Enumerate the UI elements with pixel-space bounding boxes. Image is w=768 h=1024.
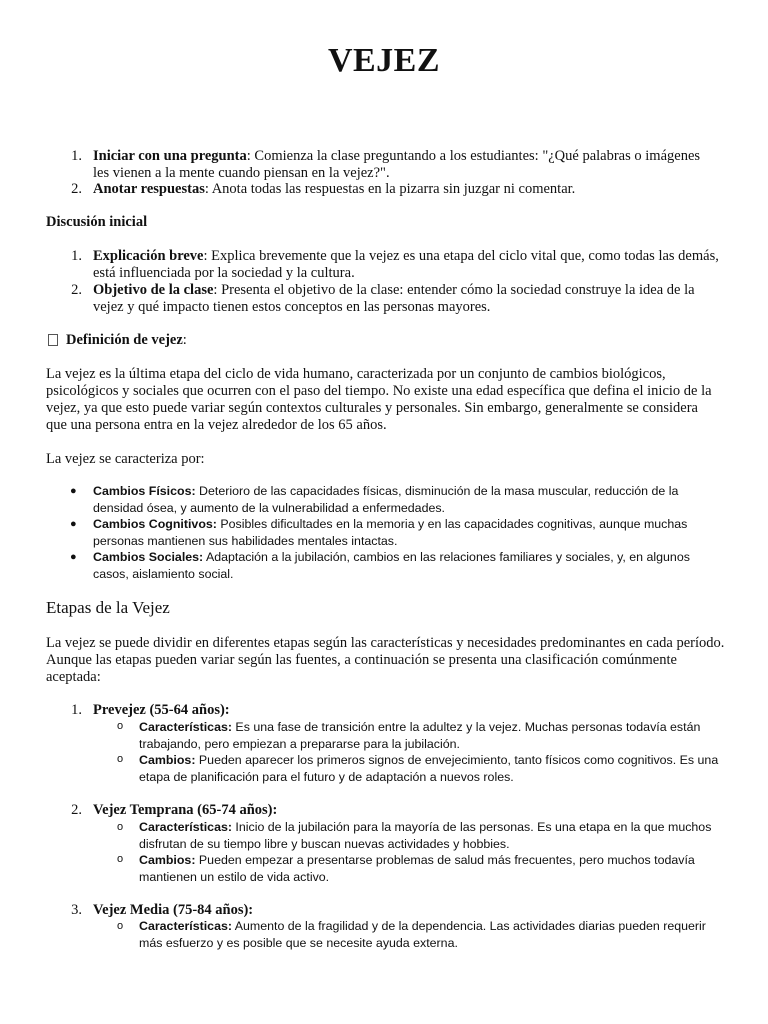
definition-heading	[66, 332, 187, 349]
characteristic-item	[93, 483, 723, 516]
characteristic-text: Adaptación a la jubilación, cambios en las relaciones familiares y sociales, y, en algunos casos, aislamiento social.	[93, 550, 690, 581]
list-item-bold: Explicación breve	[93, 248, 204, 264]
characterized-by-text: La vejez se caracteriza por:	[46, 451, 205, 467]
characteristic-text: Posibles dificultades en la memoria y en las capacidades cognitivas, aunque muchas personas mantienen sus habilidades mentales intactas.	[93, 517, 688, 548]
definition-colon: :	[182, 332, 187, 348]
bullet-icon: ●	[70, 485, 77, 497]
definition-bold: Definición de vejez	[66, 332, 183, 348]
characteristic-bold: Cambios Cognitivos:	[93, 517, 217, 531]
stage-item	[139, 819, 729, 852]
list-item	[93, 282, 725, 316]
missing-glyph-icon	[48, 334, 58, 346]
stage-title: Prevejez (55-64 años):	[93, 702, 230, 718]
stage-title: Vejez Media (75-84 años):	[93, 902, 254, 918]
stage-item-text: Pueden empezar a presentarse problemas de salud más frecuentes, pero muchos todavía mantienen un estilo de vida activo.	[139, 853, 695, 884]
characteristic-text: Deterioro de las capacidades físicas, disminución de la masa muscular, reducción de la densidad ósea, y aumento de la vulnerabilidad a enfermedades.	[93, 484, 679, 515]
document-title: VEJEZ	[327, 42, 441, 79]
stage-item-bold: Características:	[139, 919, 232, 933]
characteristic-bold: Cambios Sociales:	[93, 550, 204, 564]
list-item-bold: Objetivo de la clase	[93, 282, 214, 298]
stage-item	[139, 719, 729, 752]
stage-item	[139, 852, 729, 885]
list-item-text: : Presenta el objetivo de la clase: entender cómo la sociedad construye la idea de la vejez y qué impacto tienen estos conceptos en las personas mayores.	[93, 282, 695, 315]
stage-number: 1.	[71, 702, 82, 718]
list-item	[93, 248, 721, 282]
list-item	[93, 148, 705, 182]
stages-paragraph: La vejez se puede dividir en diferentes etapas según las características y necesidades predominantes en cada período. Aunque las etapas pueden variar según las fuentes, a continuación se presenta una clasificación comúnmente aceptada:	[46, 635, 725, 685]
stage-item-text: Aumento de la fragilidad y de la dependencia. Las actividades diarias pueden requerir más esfuerzo y es posible que se necesite ayuda externa.	[139, 919, 706, 950]
list-item-bold: Iniciar con una pregunta	[93, 148, 247, 164]
circle-bullet-icon: o	[117, 821, 124, 833]
list-item-text: : Anota todas las respuestas en la pizarra sin juzgar ni comentar.	[204, 181, 576, 197]
list-item	[93, 181, 705, 198]
circle-bullet-icon: o	[117, 720, 124, 732]
stage-item-bold: Cambios:	[139, 753, 196, 767]
list-number: 1.	[71, 248, 82, 264]
list-item-text: : Explica brevemente que la vejez es una etapa del ciclo vital que, como todas las demás, está influenciada por la sociedad y la cultura.	[93, 248, 719, 281]
characteristic-bold: Cambios Físicos:	[93, 484, 196, 498]
circle-bullet-icon: o	[117, 920, 124, 932]
stage-item-bold: Características:	[139, 820, 232, 834]
stages-heading: Etapas de la Vejez	[46, 598, 170, 617]
characteristic-item	[93, 549, 723, 582]
list-number: 1.	[71, 148, 82, 164]
stage-title: Vejez Temprana (65-74 años):	[93, 802, 278, 818]
bullet-icon: ●	[70, 518, 77, 530]
stage-item-bold: Cambios:	[139, 853, 196, 867]
list-number: 2.	[71, 181, 82, 197]
circle-bullet-icon: o	[117, 853, 124, 865]
list-item-text: : Comienza la clase preguntando a los estudiantes: "¿Qué palabras o imágenes les vienen a la mente cuando piensan en la vejez?".	[93, 148, 701, 181]
stage-item-text: Es una fase de transición entre la adultez y la vejez. Muchas personas todavía están trabajando, pero empiezan a prepararse para la jubilación.	[139, 720, 701, 751]
circle-bullet-icon: o	[117, 753, 124, 765]
section-heading: Discusión inicial	[46, 214, 148, 230]
stage-number: 3.	[71, 902, 82, 918]
characteristic-item	[93, 516, 723, 549]
stage-item-bold: Características:	[139, 720, 232, 734]
stage-item	[139, 918, 729, 951]
list-number: 2.	[71, 282, 82, 298]
definition-paragraph: La vejez es la última etapa del ciclo de vida humano, caracterizada por un conjunto de cambios biológicos, psicológicos y sociales que ocurren con el paso del tiempo. No existe una edad específica que defina el inicio de la vejez, ya que esto puede variar según contextos culturales y personales. Sin embargo, generalmente se considera que una persona entra en la vejez alrededor de los 65 años.	[46, 366, 712, 433]
stage-item-text: Inicio de la jubilación para la mayoría de las personas. Es una etapa en la que muchos disfrutan de su tiempo libre y buscan nuevas actividades y hobbies.	[139, 820, 712, 851]
bullet-icon: ●	[70, 551, 77, 563]
stage-item-text: Pueden aparecer los primeros signos de envejecimiento, tanto físicos como cognitivos. Es una etapa de planificación para el futuro y de adaptación a nuevos roles.	[139, 753, 719, 784]
stage-item	[139, 752, 729, 785]
stage-number: 2.	[71, 802, 82, 818]
list-item-bold: Anotar respuestas	[93, 181, 205, 197]
